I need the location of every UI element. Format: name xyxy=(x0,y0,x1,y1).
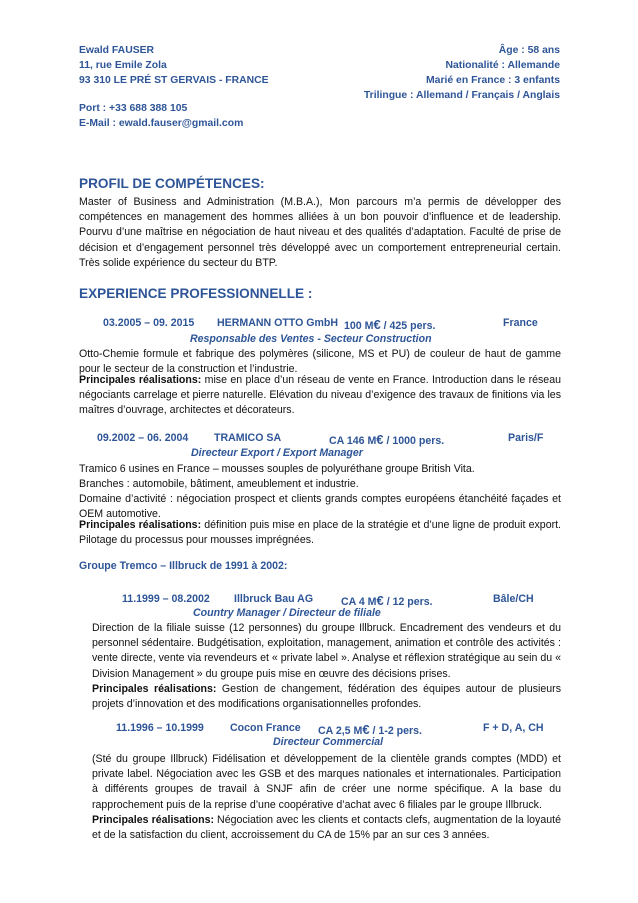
experience-title: EXPERIENCE PROFESSIONNELLE : xyxy=(79,286,313,301)
header-contact xyxy=(79,101,243,131)
header-phone: Port : +33 688 388 105 xyxy=(79,103,188,114)
job2-location: Paris/F xyxy=(508,432,544,444)
job2-achievements: Principales réalisations: définition puis mise en place de la stratégie et d’une ligne de produit export. Pilotage du processus pour mousses imprégnées. xyxy=(79,519,561,547)
group-title: Groupe Tremco – Illbruck de 1991 à 2002: xyxy=(79,560,288,572)
job2-line2: Branches : automobile, bâtiment, ameublement et industrie. xyxy=(79,478,359,490)
job3-location: Bâle/CH xyxy=(493,593,534,605)
job2-dates: 09.2002 – 06. 2004 xyxy=(97,432,189,444)
job2-role: Directeur Export / Export Manager xyxy=(191,447,363,459)
job1-desc: Otto-Chemie formule et fabrique des polymères (silicone, MS et PU) de couleur de haut de gamme pour le secteur de la construction et l’industrie. xyxy=(79,348,561,376)
header-city: 93 310 LE PRÉ ST GERVAIS - FRANCE xyxy=(79,75,269,86)
header-street: 11, rue Emile Zola xyxy=(79,60,167,71)
job4-company: Cocon France xyxy=(230,722,301,734)
header-email: E-Mail : ewald.fauser@gmail.com xyxy=(79,118,244,129)
header-personal xyxy=(260,43,560,103)
profil-text: Master of Business and Administration (M.B.A.), Mon parcours m’a permis de développer des compétences en management des hommes alliées à un bon pouvoir d’influence et de leadership. Pourvu d’une maîtrise en négociation de haut niveau et des qualités d’adaptation. Faculté de prise de décision et d’engagement personnel très développé avec un comportement entrepreneurial certain. Très solide expérience du secteur du BTP. xyxy=(79,196,561,269)
header-name: Ewald FAUSER xyxy=(79,45,155,56)
job3-achievements: Principales réalisations: Gestion de changement, fédération des équipes autour de plusieurs projets d’innovation et des modifications organisationnelles profondes. xyxy=(92,683,561,711)
job3-company: Illbruck Bau AG xyxy=(234,593,314,605)
job2-line3: Domaine d’activité : négociation prospect et clients grands comptes européens étanchéité façades et OEM automotive. xyxy=(79,493,561,521)
job4-role: Directeur Commercial xyxy=(273,736,384,748)
job3-dates: 11.1999 – 08.2002 xyxy=(122,593,210,605)
job1-company: HERMANN OTTO GmbH xyxy=(217,317,339,329)
header-age: Âge : 58 ans xyxy=(498,45,560,56)
job2-size: CA 146 M€ / 1000 pers. xyxy=(329,432,445,447)
job1-achievements: Principales réalisations: mise en place d’un réseau de vente en France. Introduction dans le réseau négociants carrelage et pierre naturelle. Elévation du niveau d’exigence des travaux de finitions via les maîtres d’ouvrage, architectes et décorateurs. xyxy=(79,374,561,417)
job1-role: Responsable des Ventes - Secteur Construction xyxy=(190,333,432,345)
job2-line1: Tramico 6 usines en France – mousses souples de polyuréthane groupe British Vita. xyxy=(79,463,475,475)
job1-size: 100 M€ / 425 pers. xyxy=(344,317,436,332)
job3-size: CA 4 M€ / 12 pers. xyxy=(341,593,433,608)
job1-dates: 03.2005 – 09. 2015 xyxy=(103,317,195,329)
header-languages: Trilingue : Allemand / Français / Anglais xyxy=(363,90,560,101)
job4-dates: 11.1996 – 10.1999 xyxy=(116,722,204,734)
job3-desc: Direction de la filiale suisse (12 personnes) du groupe Illbruck. Encadrement des vendeurs et du personnel sédentaire. Budgétisation, exploitation, management, animation et contrôle des activités : vente directe, vente via revendeurs et « private label ». Analyse et réflexion stratégique au sein du « Division Management » du groupe puis mise en œuvre des décisions prises. xyxy=(92,622,561,680)
header-nationality: Nationalité : Allemande xyxy=(445,60,560,71)
job4-achievements: Principales réalisations: Négociation avec les clients et contacts clefs, augmentation de la loyauté et de la satisfaction du client, accroissement du CA de 15% par an sur ces 3 années. xyxy=(92,814,561,842)
job1-location: France xyxy=(503,317,538,329)
header-family: Marié en France : 3 enfants xyxy=(426,75,560,86)
job4-size: CA 2,5 M€ / 1-2 pers. xyxy=(318,722,422,737)
job4-location: F + D, A, CH xyxy=(483,722,544,734)
profil-title: PROFIL DE COMPÉTENCES: xyxy=(79,176,265,191)
job2-company: TRAMICO SA xyxy=(214,432,282,444)
job3-role: Country Manager / Directeur de filiale xyxy=(193,607,381,619)
job4-desc: (Sté du groupe Illbruck) Fidélisation et développement de la clientèle grands comptes (MDD) et private label. Négociation avec les GSB et des marques nationales et internationales. Participation à différents groupes de travail à SNJF afin de créer une norme spécifique. A la base du rapprochement puis de la reprise d’une coopérative d’achat avec 6 filiales par le groupe Illbruck. xyxy=(92,753,561,811)
